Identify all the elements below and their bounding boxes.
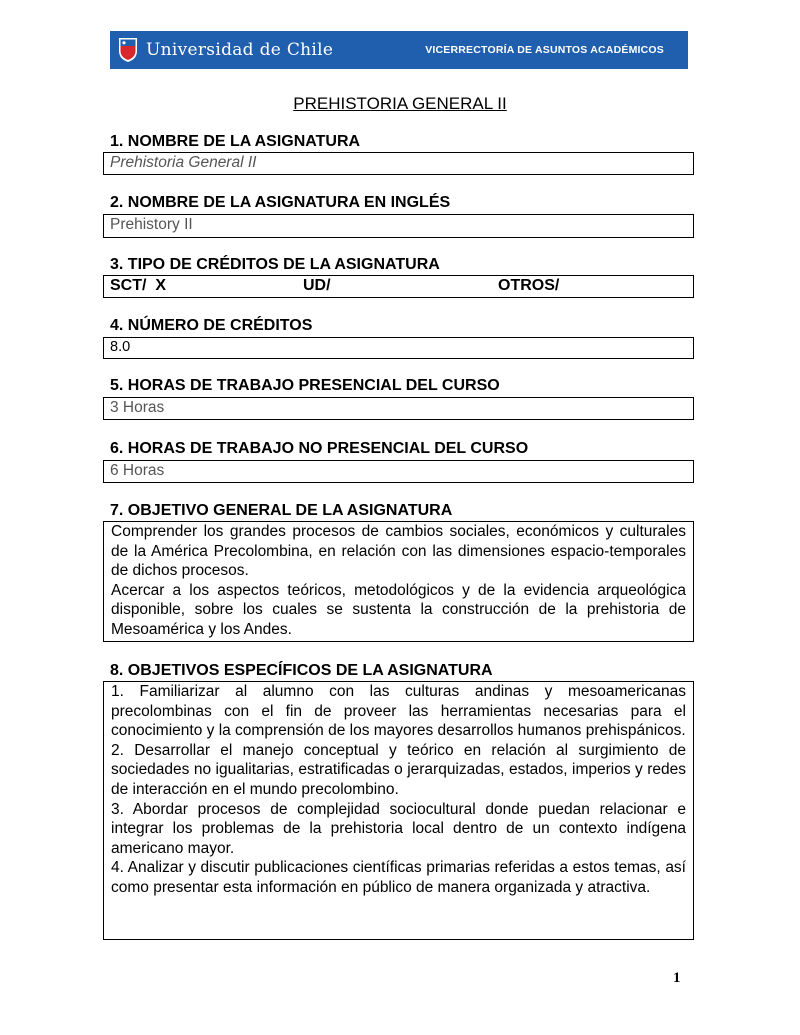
credit-type-row (110, 276, 687, 295)
document-title: PREHISTORIA GENERAL II (293, 94, 507, 113)
credit-type-field (103, 275, 694, 298)
section-4-heading: 4. NÚMERO DE CRÉDITOS (110, 317, 313, 334)
general-objective-box (103, 521, 694, 642)
course-name-field: Prehistoria General II (103, 152, 694, 175)
office-name: VICERRECTORÍA DE ASUNTOS ACADÉMICOS (425, 44, 664, 56)
page-number: 1 (673, 970, 681, 986)
section-2-heading: 2. NOMBRE DE LA ASIGNATURA EN INGLÉS (110, 194, 451, 211)
specific-objectives-box (103, 681, 694, 940)
specific-objective-item: 4. Analizar y discutir publicaciones científicas primarias referidas a estos temas, así como presentar esta información en público de manera organizada y atractiva. (111, 859, 686, 896)
general-objective-paragraph: Acercar a los aspectos teóricos, metodológicos y de la evidencia arqueológica disponible, sobre los cuales se sustenta la construcción de la prehistoria de Mesoamérica y los Andes. (111, 581, 686, 638)
specific-objective-item: 3. Abordar procesos de complejidad sociocultural donde puedan relacionar e integrar los problemas de la prehistoria local dentro de un contexto indígena americano mayor. (111, 800, 686, 857)
general-objective-paragraph: Comprender los grandes procesos de cambios sociales, económicos y culturales de la América Precolombina, en relación con las dimensiones espacio-temporales de dichos procesos. (111, 523, 686, 580)
specific-objective-item: 2. Desarrollar el manejo conceptual y teórico en relación al surgimiento de sociedades no igualitarias, estratificadas o jerarquizadas, estados, imperios y redes de interacción en el mundo precolombino. (111, 741, 686, 798)
specific-objective-item: 1. Familiarizar al alumno con las culturas andinas y mesoamericanas precolombinas con el fin de proveer las herramientas necesarias para el conocimiento y la comprensión de los mayores desarrollos humanos prehispánicos. (111, 683, 686, 740)
university-seal-icon (118, 37, 138, 63)
presential-hours-field: 3 Horas (103, 397, 694, 420)
section-8-heading: 8. OBJETIVOS ESPECÍFICOS DE LA ASIGNATURA (110, 662, 493, 679)
section-3-heading: 3. TIPO DE CRÉDITOS DE LA ASIGNATURA (110, 256, 440, 273)
section-5-heading: 5. HORAS DE TRABAJO PRESENCIAL DEL CURSO (110, 377, 500, 394)
credit-type-sct: SCT/ X (110, 277, 167, 294)
course-name-english-field: Prehistory II (103, 214, 694, 238)
credit-count-field: 8.0 (103, 337, 694, 359)
non-presential-hours-field: 6 Horas (103, 460, 694, 483)
credit-type-ud: UD/ (303, 277, 331, 294)
section-6-heading: 6. HORAS DE TRABAJO NO PRESENCIAL DEL CURSO (110, 440, 529, 457)
credit-type-otros: OTROS/ (498, 277, 560, 294)
university-name: Universidad de Chile (146, 40, 334, 60)
header-banner (110, 31, 688, 69)
section-7-heading: 7. OBJETIVO GENERAL DE LA ASIGNATURA (110, 502, 453, 519)
section-1-heading: 1. NOMBRE DE LA ASIGNATURA (110, 133, 361, 150)
